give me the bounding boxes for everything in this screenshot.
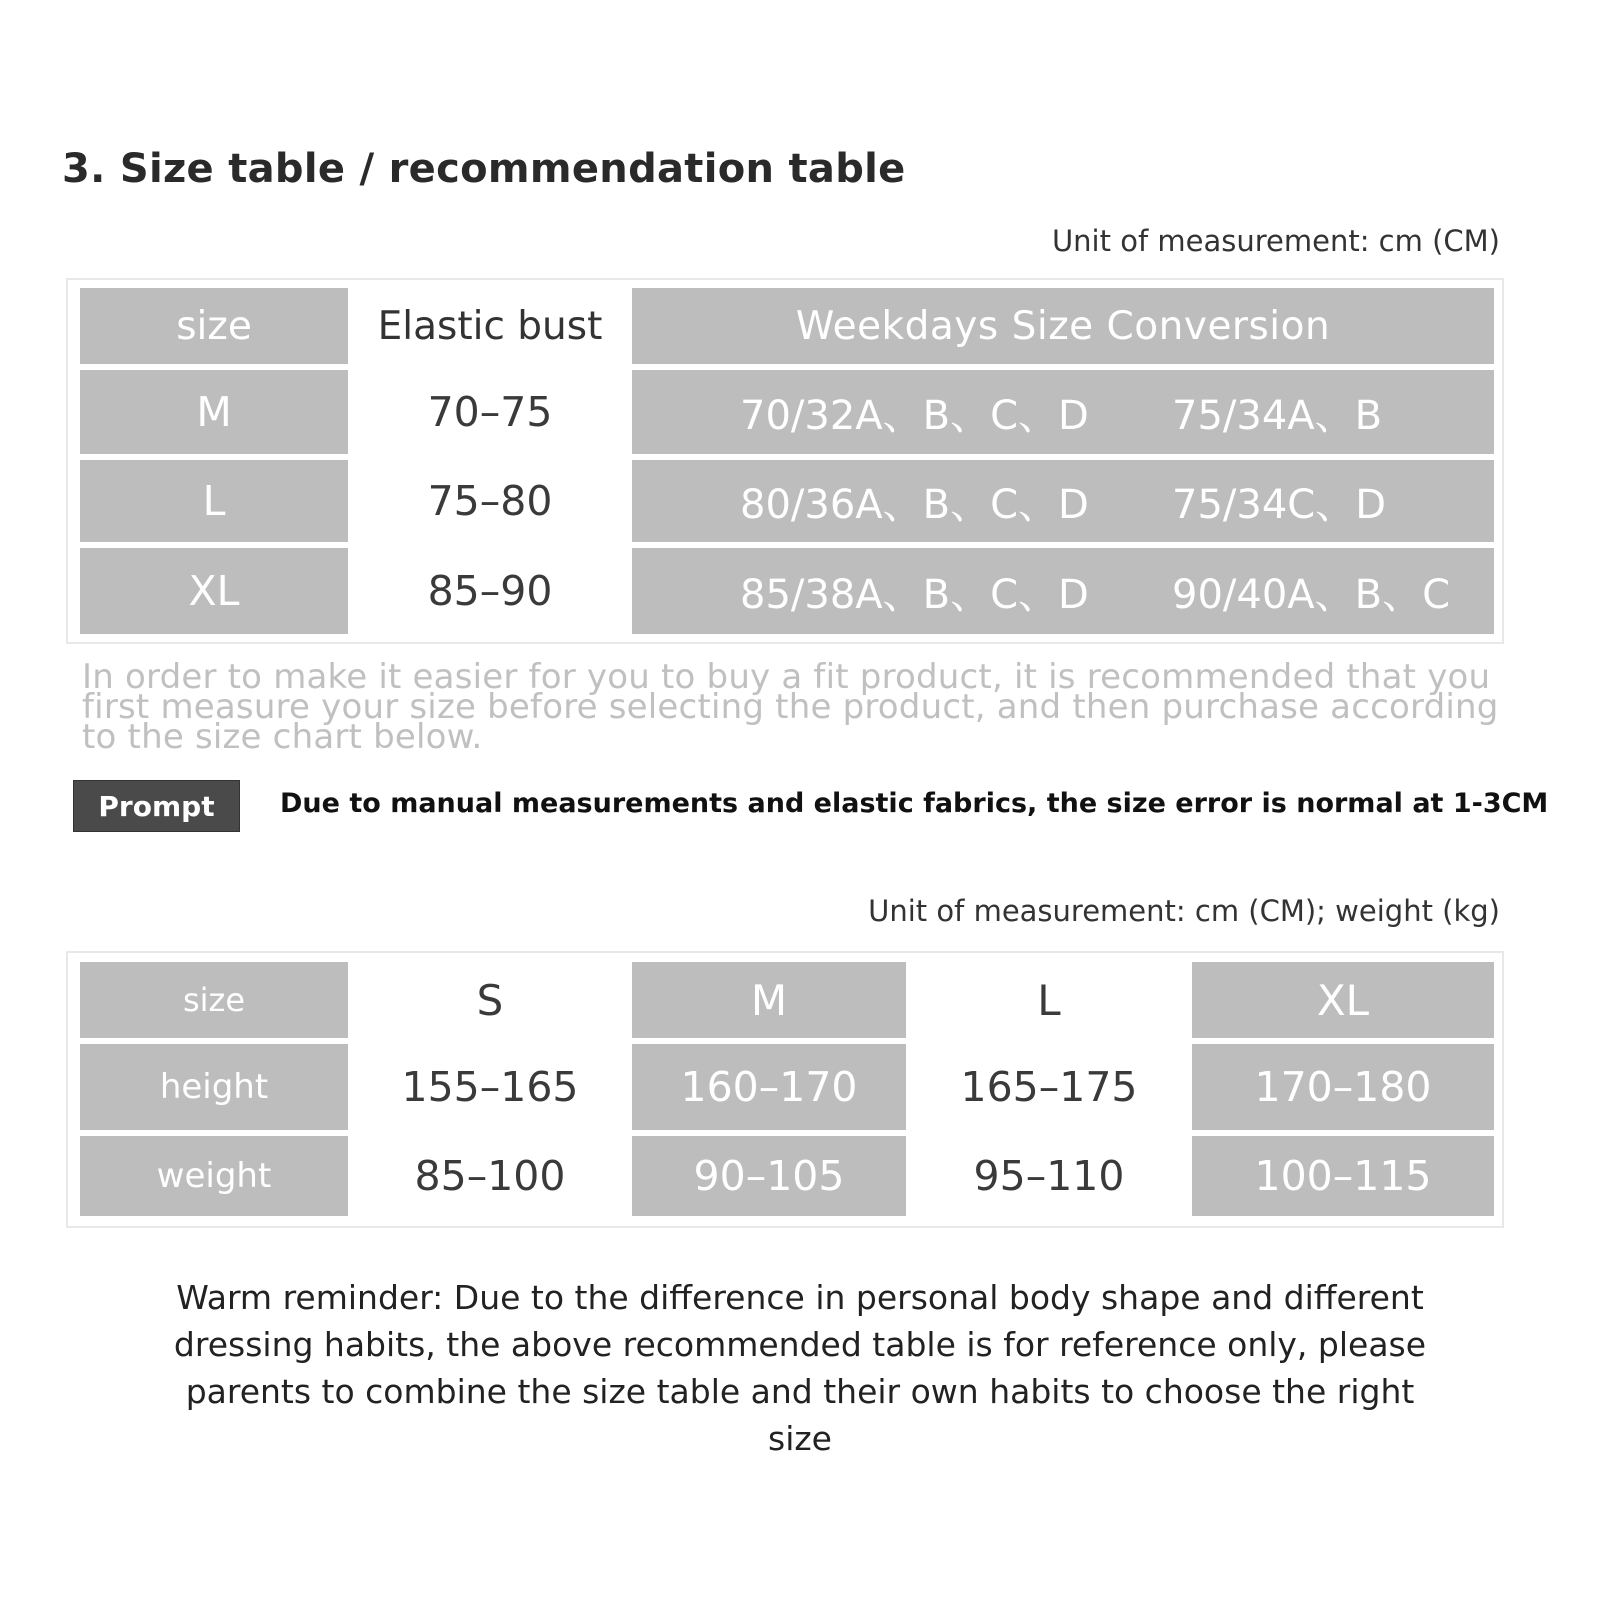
size-table-bust <box>66 278 1504 644</box>
table-row-bust: 75–80 <box>350 460 630 542</box>
row-label-size: size <box>80 962 348 1038</box>
weight-value: 95–110 <box>908 1136 1190 1216</box>
table-row-conversion <box>632 460 1494 542</box>
conversion-value: 80/36A、B、C、D <box>740 481 1089 528</box>
header-size: size <box>80 288 348 364</box>
height-value: 170–180 <box>1192 1044 1494 1130</box>
prompt-text: Due to manual measurements and elastic fabrics, the size error is normal at 1-3CM <box>280 788 1549 819</box>
table-row-size: L <box>80 460 348 542</box>
column-header-xl: XL <box>1192 962 1494 1038</box>
conversion-value: 85/38A、B、C、D <box>740 571 1089 618</box>
table-row-conversion <box>632 548 1494 634</box>
unit-label-table1: Unit of measurement: cm (CM) <box>1051 224 1500 258</box>
conversion-value: 90/40A、B、C <box>1172 571 1451 618</box>
table-row-size: M <box>80 370 348 454</box>
column-header-m: M <box>632 962 906 1038</box>
page-title: 3. Size table / recommendation table <box>62 146 906 192</box>
height-value: 160–170 <box>632 1044 906 1130</box>
height-value: 155–165 <box>350 1044 630 1130</box>
weight-value: 85–100 <box>350 1136 630 1216</box>
header-elastic-bust: Elastic bust <box>350 288 630 364</box>
weight-value: 90–105 <box>632 1136 906 1216</box>
column-header-l: L <box>908 962 1190 1038</box>
table-row-bust: 70–75 <box>350 370 630 454</box>
prompt-badge: Prompt <box>73 780 240 832</box>
row-label-height: height <box>80 1044 348 1130</box>
header-size-conversion: Weekdays Size Conversion <box>632 288 1494 364</box>
size-table-height-weight <box>66 951 1504 1228</box>
measurement-note: In order to make it easier for you to buy a fit product, it is recommended that you first measure your size before selecting the product, and then purchase according to the size chart below. <box>82 657 1499 757</box>
warm-reminder: Warm reminder: Due to the difference in personal body shape and different dressing habits, the above recommended table is for reference only, please parents to combine the size table and their own habits to choose the right size <box>173 1278 1427 1458</box>
conversion-value: 75/34A、B <box>1172 392 1383 439</box>
row-label-weight: weight <box>80 1136 348 1216</box>
column-header-s: S <box>350 962 630 1038</box>
table-row-bust: 85–90 <box>350 548 630 634</box>
unit-label-table2: Unit of measurement: cm (CM); weight (kg) <box>868 894 1500 928</box>
table-row-conversion <box>632 370 1494 454</box>
weight-value: 100–115 <box>1192 1136 1494 1216</box>
table-row-size: XL <box>80 548 348 634</box>
conversion-value: 75/34C、D <box>1172 481 1387 528</box>
conversion-value: 70/32A、B、C、D <box>740 392 1089 439</box>
height-value: 165–175 <box>908 1044 1190 1130</box>
